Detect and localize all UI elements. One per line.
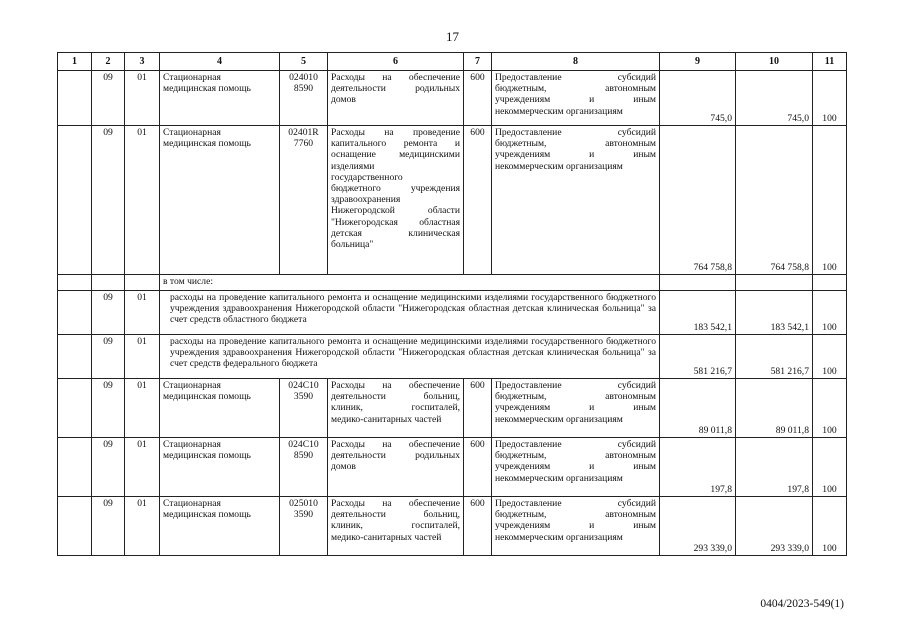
- cell-target-code: [280, 497, 328, 556]
- amount-col9: 745,0: [660, 71, 736, 126]
- cell-target-code-line: 7760: [293, 138, 314, 150]
- cell-expense-type-name-line: бюджетным, автономным: [495, 83, 656, 95]
- cell-program-name: [160, 126, 280, 275]
- col-header-5: 5: [280, 53, 328, 71]
- cell-program-name: [160, 497, 280, 556]
- cell-program-name: [160, 379, 280, 438]
- cell-expense-type-name-line: некоммерческим организациям: [495, 472, 623, 484]
- cell-expense-type-name: [492, 71, 660, 126]
- cell-expense-type-name-line: Предоставление субсидий: [495, 498, 656, 509]
- cell-subsection: 01: [125, 379, 160, 438]
- table-header-row: [58, 53, 847, 71]
- cell-subsection: 01: [125, 497, 160, 556]
- amount-col10: 293 339,0: [736, 497, 813, 556]
- cell-target-code-line: 024С10: [288, 380, 319, 391]
- cell-expense-name-line: деятельности больниц,: [331, 391, 460, 403]
- cell-subsection: 01: [125, 438, 160, 497]
- cell-expense-name: [328, 126, 464, 275]
- cell-expense-type: 600: [464, 497, 492, 556]
- cell-program-name-line: медицинская помощь: [163, 391, 251, 403]
- cell-section: 09: [92, 291, 125, 335]
- percent-col11: 100: [813, 438, 847, 497]
- cell-program-name-line: медицинская помощь: [163, 509, 251, 521]
- percent-col11: 100: [813, 335, 847, 379]
- document-code: 0404/2023-549(1): [760, 598, 844, 610]
- cell-col1: [58, 335, 92, 379]
- cell-expense-type-name-line: бюджетным, автономным: [495, 391, 656, 403]
- cell-col9: [660, 275, 736, 291]
- amount-col9: 764 758,8: [660, 126, 736, 275]
- cell-expense-name: [328, 379, 464, 438]
- col-header-10: 10: [736, 53, 813, 71]
- amount-col10: 197,8: [736, 438, 813, 497]
- cell-expense-name-line: оснащение медицинскими: [331, 149, 460, 161]
- col-header-7: 7: [464, 53, 492, 71]
- cell-expense-name-line: медико-санитарных частей: [331, 531, 442, 543]
- cell-expense-name: [328, 497, 464, 556]
- amount-col9: 581 216,7: [660, 335, 736, 379]
- cell-program-name: [160, 71, 280, 126]
- cell-expense-name-line: Расходы на обеспечение: [331, 72, 460, 83]
- cell-program-name-line: медицинская помощь: [163, 83, 251, 95]
- table-row: [58, 379, 847, 438]
- col-header-6: 6: [328, 53, 464, 71]
- cell-expense-type-name-line: бюджетным, автономным: [495, 509, 656, 521]
- amount-col9: 183 542,1: [660, 291, 736, 335]
- subtotal-label: в том числе:: [160, 275, 660, 291]
- cell-col1: [58, 291, 92, 335]
- percent-col11: 100: [813, 291, 847, 335]
- percent-col11: 100: [813, 71, 847, 126]
- cell-expense-type-name-line: некоммерческим организациям: [495, 413, 623, 425]
- col-header-9: 9: [660, 53, 736, 71]
- col-header-1: 1: [58, 53, 92, 71]
- cell-expense-type-name-line: учреждениям и иным: [495, 461, 656, 473]
- cell-program-name-line: Стационарная: [163, 72, 221, 83]
- col-header-4: 4: [160, 53, 280, 71]
- table-row: [58, 71, 847, 126]
- cell-expense-name-line: домов: [331, 461, 356, 473]
- cell-expense-type-name: [492, 126, 660, 275]
- expense-description: расходы на проведение капитального ремонта и оснащение медицинскими изделиями государственного бюджетного учреждения здравоохранения Нижегородской области "Нижегородская областная детская клиническая больница" за счет средств федерального бюджета: [160, 335, 660, 379]
- cell-expense-name-line: государственного: [331, 171, 403, 183]
- table-row: [58, 497, 847, 556]
- cell-expense-type-name-line: Предоставление субсидий: [495, 72, 656, 83]
- cell-expense-name-line: Расходы на проведение: [331, 127, 460, 138]
- amount-col9: 293 339,0: [660, 497, 736, 556]
- cell-expense-name-line: медико-санитарных частей: [331, 413, 442, 425]
- cell-target-code-line: 3590: [293, 509, 314, 521]
- cell-section: 09: [92, 71, 125, 126]
- amount-col10: 581 216,7: [736, 335, 813, 379]
- amount-col10: 183 542,1: [736, 291, 813, 335]
- cell-expense-type: 600: [464, 438, 492, 497]
- cell-expense-name-line: деятельности больниц,: [331, 509, 460, 521]
- percent-col11: 100: [813, 126, 847, 275]
- cell-program-name-line: Стационарная: [163, 380, 221, 391]
- table-row: [58, 126, 847, 275]
- cell-subsection: 01: [125, 335, 160, 379]
- col-header-2: 2: [92, 53, 125, 71]
- cell-section: 09: [92, 497, 125, 556]
- table-row: [58, 335, 847, 379]
- col-header-8: 8: [492, 53, 660, 71]
- cell-program-name-line: Стационарная: [163, 127, 221, 138]
- cell-col1: [58, 438, 92, 497]
- table-row: [58, 291, 847, 335]
- amount-col9: 89 011,8: [660, 379, 736, 438]
- cell-col1: [58, 275, 92, 291]
- amount-col10: 745,0: [736, 71, 813, 126]
- cell-expense-name-line: бюджетного учреждения: [331, 183, 460, 195]
- cell-target-code-line: 02401R: [288, 127, 319, 138]
- cell-expense-type-name-line: учреждениям и иным: [495, 94, 656, 106]
- amount-col10: 764 758,8: [736, 126, 813, 275]
- cell-expense-name-line: изделиями: [331, 160, 375, 172]
- cell-expense-type-name-line: некоммерческим организациям: [495, 105, 623, 117]
- cell-col3: [125, 275, 160, 291]
- expense-description: расходы на проведение капитального ремонта и оснащение медицинскими изделиями государственного бюджетного учреждения здравоохранения Нижегородской области "Нижегородская областная детская клиническая больница" за счет средств областного бюджета: [160, 291, 660, 335]
- cell-target-code-line: 024С10: [288, 439, 319, 450]
- cell-expense-type-name-line: бюджетным, автономным: [495, 138, 656, 150]
- cell-program-name-line: Стационарная: [163, 498, 221, 509]
- percent-col11: 100: [813, 379, 847, 438]
- cell-program-name: [160, 438, 280, 497]
- budget-table: [57, 52, 847, 556]
- cell-expense-type-name: [492, 438, 660, 497]
- cell-expense-type-name-line: некоммерческим организациям: [495, 160, 623, 172]
- cell-expense-name-line: деятельности родильных: [331, 83, 460, 95]
- cell-expense-type-name: [492, 379, 660, 438]
- col-header-3: 3: [125, 53, 160, 71]
- cell-expense-name-line: капитального ремонта и: [331, 138, 460, 150]
- cell-expense-name-line: детская клиническая: [331, 227, 460, 239]
- cell-target-code-line: 025010: [289, 498, 318, 509]
- cell-expense-type-name-line: бюджетным, автономным: [495, 450, 656, 462]
- cell-col1: [58, 71, 92, 126]
- cell-program-name-line: медицинская помощь: [163, 138, 251, 150]
- cell-target-code-line: 8590: [293, 83, 314, 95]
- percent-col11: 100: [813, 497, 847, 556]
- amount-col9: 197,8: [660, 438, 736, 497]
- cell-col1: [58, 379, 92, 438]
- cell-expense-name-line: больница": [331, 239, 374, 251]
- cell-expense-type-name-line: учреждениям и иным: [495, 149, 656, 161]
- cell-section: 09: [92, 379, 125, 438]
- table-row: [58, 275, 847, 291]
- page-number: 17: [446, 29, 459, 44]
- cell-expense-name: [328, 71, 464, 126]
- cell-program-name-line: Стационарная: [163, 439, 221, 450]
- cell-col2: [92, 275, 125, 291]
- cell-expense-type-name: [492, 497, 660, 556]
- amount-col10: 89 011,8: [736, 379, 813, 438]
- cell-col1: [58, 126, 92, 275]
- cell-section: 09: [92, 438, 125, 497]
- cell-target-code-line: 024010: [289, 72, 318, 83]
- cell-expense-type: 600: [464, 126, 492, 275]
- cell-target-code: [280, 379, 328, 438]
- cell-target-code-line: 8590: [293, 450, 314, 462]
- cell-target-code: [280, 71, 328, 126]
- cell-expense-type: 600: [464, 71, 492, 126]
- cell-expense-name-line: Расходы на обеспечение: [331, 439, 460, 450]
- cell-expense-type-name-line: Предоставление субсидий: [495, 127, 656, 138]
- cell-subsection: 01: [125, 71, 160, 126]
- cell-expense-type: 600: [464, 379, 492, 438]
- cell-program-name-line: медицинская помощь: [163, 450, 251, 462]
- cell-subsection: 01: [125, 126, 160, 275]
- cell-section: 09: [92, 335, 125, 379]
- cell-expense-name-line: здравоохранения: [331, 194, 401, 206]
- cell-expense-name: [328, 438, 464, 497]
- cell-subsection: 01: [125, 291, 160, 335]
- table-row: [58, 438, 847, 497]
- cell-expense-name-line: "Нижегородская областная: [331, 216, 460, 228]
- cell-col1: [58, 497, 92, 556]
- cell-expense-type-name-line: некоммерческим организациям: [495, 531, 623, 543]
- cell-expense-name-line: клиник, госпиталей,: [331, 402, 460, 414]
- cell-expense-name-line: клиник, госпиталей,: [331, 520, 460, 532]
- cell-section: 09: [92, 126, 125, 275]
- col-header-11: 11: [813, 53, 847, 71]
- cell-expense-name-line: деятельности родильных: [331, 450, 460, 462]
- cell-expense-name-line: домов: [331, 94, 356, 106]
- cell-expense-name-line: Нижегородской области: [331, 205, 460, 217]
- cell-col11: [813, 275, 847, 291]
- cell-target-code: [280, 126, 328, 275]
- cell-expense-type-name-line: Предоставление субсидий: [495, 439, 656, 450]
- cell-expense-type-name-line: учреждениям и иным: [495, 402, 656, 414]
- cell-target-code: [280, 438, 328, 497]
- cell-expense-type-name-line: учреждениям и иным: [495, 520, 656, 532]
- cell-expense-name-line: Расходы на обеспечение: [331, 498, 460, 509]
- cell-expense-type-name-line: Предоставление субсидий: [495, 380, 656, 391]
- cell-col10: [736, 275, 813, 291]
- cell-expense-name-line: Расходы на обеспечение: [331, 380, 460, 391]
- cell-target-code-line: 3590: [293, 391, 314, 403]
